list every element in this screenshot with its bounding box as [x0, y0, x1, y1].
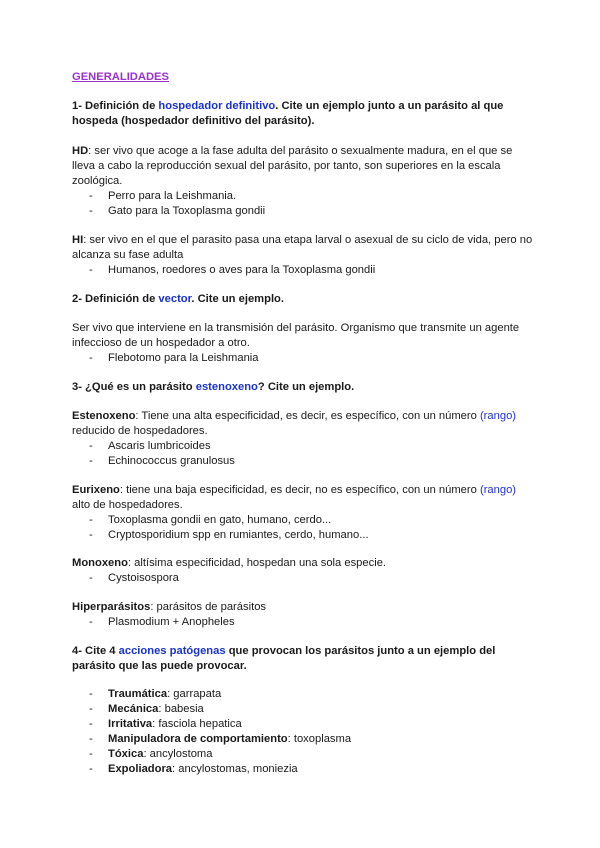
list-item: - Manipuladora de comportamiento: toxoplasma [89, 733, 352, 745]
hi-label: HI [72, 234, 84, 246]
q1-prefix: 1- Definición de [72, 100, 159, 112]
rango-note: (rango) [479, 484, 517, 496]
hi-text: : ser vivo en el que el parasito pasa una etapa larval o asexual de su ciclo de vida, pero no alcanza su fase adulta [72, 234, 533, 261]
hiperparasitos-definition: Hiperparásitos: parásitos de parásitos - Plasmodium + Anopheles [72, 600, 534, 630]
vector-definition [72, 321, 534, 366]
list-item: - Perro para la Leishmania. [89, 190, 237, 202]
estenoxeno-definition: Estenoxeno: Tiene una alta especificidad, es decir, es específico, con un número (rango) reducido de hospedadores. - Ascaris lumbricoides - Echinococcus granulosus [72, 409, 534, 469]
list-item: - Flebotomo para la Leishmania [89, 352, 259, 364]
question-3: 3- ¿Qué es un parásito estenoxeno? Cite un ejemplo. [72, 381, 355, 393]
monoxeno-definition: Monoxeno: altísima especificidad, hospedan una sola especie. - Cystoisospora [72, 556, 534, 586]
hd-definition [72, 144, 534, 219]
list-item: - Expoliadora: ancylostomas, moniezia [89, 763, 298, 775]
list-item: - Cystoisospora [89, 572, 179, 584]
rango-note: (rango) [479, 410, 517, 422]
list-item: - Humanos, roedores o aves para la Toxoplasma gondii [89, 264, 376, 276]
list-item: - Gato para la Toxoplasma gondii [89, 205, 266, 217]
list-item: - Toxoplasma gondii en gato, humano, cerdo... [89, 514, 332, 526]
q3-term: estenoxeno [195, 381, 258, 393]
hi-definition [72, 233, 534, 278]
question-2: 2- Definición de vector. Cite un ejemplo. [72, 293, 284, 305]
q2-term: vector [158, 293, 192, 305]
eurixeno-definition: Eurixeno: tiene una baja especificidad, es decir, no es específico, con un número (rango) alto de hospedadores. - Toxoplasma gondii en gato, humano, cerdo... - Cryptosporidium spp en rumiantes, cerdo, humano... [72, 483, 534, 543]
hd-label: HD [72, 145, 89, 157]
question-4: 4- Cite 4 acciones patógenas que provocan los parásitos junto a un ejemplo del parásito que las puede provocar. [72, 645, 496, 672]
list-item: - Ascaris lumbricoides [89, 440, 211, 452]
q1-term: hospedador definitivo [158, 100, 276, 112]
hd-text: : ser vivo que acoge a la fase adulta del parásito o sexualmente madura, en el que se lleva a cabo la reproducción sexual del parásito, por tanto, son superiores en la escala zoológica. [72, 145, 513, 187]
list-item: - Mecánica: babesia [89, 703, 204, 715]
section-title: GENERALIDADES [72, 71, 169, 83]
vector-text: Ser vivo que interviene en la transmisión del parásito. Organismo que transmite un agente infeccioso de un hospedador a otro. [72, 322, 520, 349]
list-item: - Irritativa: fasciola hepatica [89, 718, 242, 730]
list-item: - Plasmodium + Anopheles [89, 616, 235, 628]
q1-suffix: . Cite un ejemplo junto a un parásito al que hospeda (hospedador definitivo del parásito). [72, 100, 504, 127]
q4-term: acciones patógenas [118, 645, 226, 657]
list-item: - Cryptosporidium spp en rumiantes, cerdo, humano... [89, 529, 369, 541]
list-item: - Traumática: garrapata [89, 688, 222, 700]
list-item: - Tóxica: ancylostoma [89, 748, 213, 760]
list-item: - Echinococcus granulosus [89, 455, 235, 467]
question-1 [72, 99, 534, 129]
acciones-list [72, 687, 534, 777]
